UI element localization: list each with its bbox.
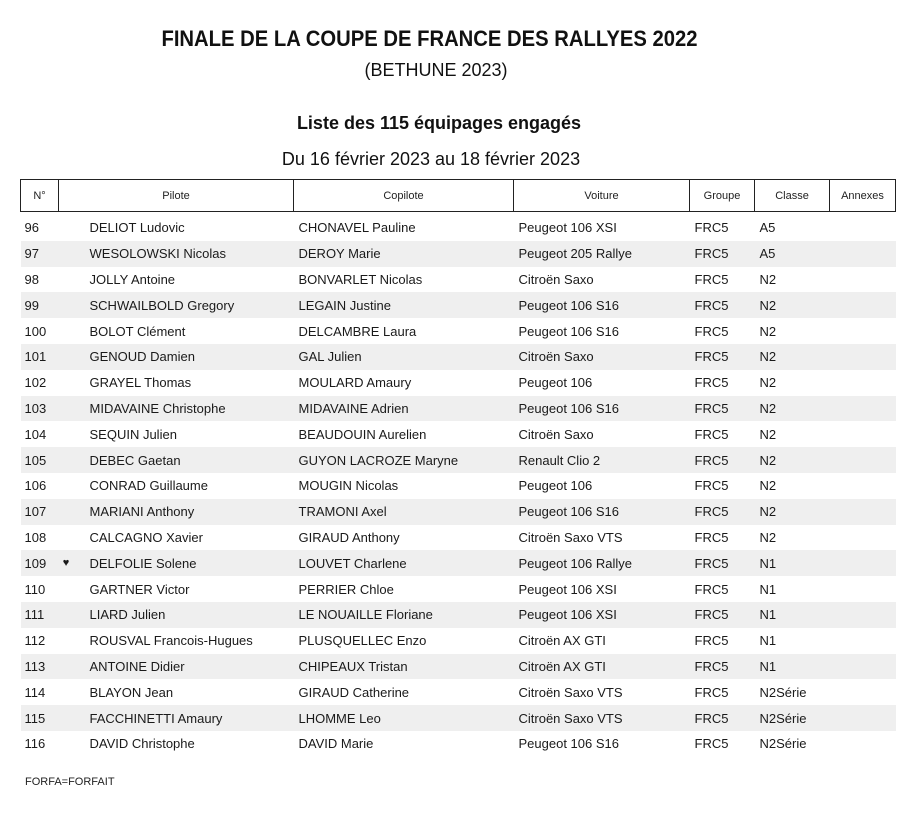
table-row <box>21 447 896 473</box>
cell-voiture: Citroën Saxo <box>518 426 594 442</box>
cell-num: 102 <box>24 375 47 391</box>
cell-annexes <box>830 731 896 757</box>
cell-groupe: FRC5 <box>690 241 755 267</box>
heart-icon <box>59 731 74 757</box>
cell-pilote: GARTNER Victor <box>89 581 190 597</box>
cell-annexes <box>830 576 896 602</box>
cell-voiture: Citroën Saxo <box>518 271 594 287</box>
cell-copilote: CHONAVEL Pauline <box>298 220 416 236</box>
table-row <box>21 654 896 680</box>
cell-copilote: PERRIER Chloe <box>298 581 394 597</box>
cell-copilote: DAVID Marie <box>298 736 374 752</box>
cell-num: 107 <box>21 499 59 525</box>
cell-num: 111 <box>21 602 59 628</box>
cell-classe: N2 <box>755 396 830 422</box>
cell-pilote: LIARD Julien <box>74 602 294 628</box>
cell-copilote: PLUSQUELLEC Enzo <box>298 633 427 649</box>
heart-icon <box>59 267 74 293</box>
footer-note: FORFA=FORFAIT <box>25 776 115 788</box>
cell-voiture: Peugeot 106 XSI <box>518 220 617 236</box>
cell-copilote: BONVARLET Nicolas <box>298 271 423 287</box>
table-row <box>21 705 896 731</box>
cell-pilote: DEBEC Gaetan <box>74 447 294 473</box>
heart-icon <box>59 628 74 654</box>
cell-annexes <box>830 705 896 731</box>
cell-copilote: GIRAUD Catherine <box>298 684 410 700</box>
cell-copilote: GUYON LACROZE Maryne <box>294 447 514 473</box>
cell-groupe: FRC5 <box>690 499 755 525</box>
cell-pilote: MIDAVAINE Christophe <box>74 396 294 422</box>
cell-voiture: Peugeot 106 Rallye <box>514 550 690 576</box>
cell-classe: N2Série <box>755 705 830 731</box>
cell-groupe: FRC5 <box>690 550 755 576</box>
cell-pilote: MARIANI Anthony <box>74 499 294 525</box>
cell-annexes <box>830 396 896 422</box>
cell-annexes <box>830 344 896 370</box>
header-pilote: Pilote <box>59 180 294 212</box>
entries-table <box>20 179 896 757</box>
cell-copilote: BEAUDOUIN Aurelien <box>298 426 427 442</box>
cell-voiture: Peugeot 106 S16 <box>518 736 619 752</box>
heart-icon <box>59 344 74 370</box>
cell-copilote: DEROY Marie <box>294 241 514 267</box>
header-voiture: Voiture <box>514 180 690 212</box>
heart-icon <box>59 292 74 318</box>
cell-groupe: FRC5 <box>690 654 755 680</box>
cell-pilote: JOLLY Antoine <box>89 271 176 287</box>
cell-classe: N2Série <box>759 736 807 752</box>
cell-copilote: MOULARD Amaury <box>298 375 412 391</box>
table-row <box>21 344 896 370</box>
cell-classe: N2 <box>759 426 777 442</box>
heart-icon <box>59 370 74 396</box>
table-row <box>21 576 896 602</box>
cell-groupe: FRC5 <box>694 220 729 236</box>
cell-annexes <box>830 292 896 318</box>
cell-groupe: FRC5 <box>690 344 755 370</box>
table-row <box>21 267 896 293</box>
cell-pilote: CALCAGNO Xavier <box>89 529 203 545</box>
cell-annexes <box>830 654 896 680</box>
cell-classe: N1 <box>759 633 777 649</box>
cell-copilote: LOUVET Charlene <box>294 550 514 576</box>
cell-voiture: Peugeot 106 XSI <box>518 581 617 597</box>
cell-classe: N1 <box>755 654 830 680</box>
cell-voiture: Citroën AX GTI <box>518 633 606 649</box>
table-body <box>21 212 896 757</box>
cell-voiture: Peugeot 106 <box>518 375 593 391</box>
cell-num: 114 <box>24 684 46 700</box>
cell-voiture: Peugeot 106 S16 <box>518 323 619 339</box>
cell-pilote: SEQUIN Julien <box>89 426 177 442</box>
cell-groupe: FRC5 <box>694 323 729 339</box>
table-row <box>21 318 896 344</box>
cell-pilote: FACCHINETTI Amaury <box>74 705 294 731</box>
cell-num: 100 <box>24 323 47 339</box>
cell-voiture: Citroën Saxo <box>514 344 690 370</box>
cell-copilote: GIRAUD Anthony <box>298 529 400 545</box>
cell-annexes <box>830 499 896 525</box>
cell-annexes <box>830 212 896 241</box>
entries-table-container <box>20 179 895 757</box>
cell-pilote: GENOUD Damien <box>74 344 294 370</box>
cell-num: 105 <box>21 447 59 473</box>
cell-groupe: FRC5 <box>694 271 729 287</box>
cell-groupe: FRC5 <box>690 396 755 422</box>
header-num: N° <box>21 180 59 212</box>
cell-pilote: GRAYEL Thomas <box>89 375 192 391</box>
cell-classe: N1 <box>755 602 830 628</box>
cell-num: 104 <box>24 426 47 442</box>
heart-icon <box>59 602 74 628</box>
cell-num: 96 <box>24 220 39 236</box>
cell-groupe: FRC5 <box>694 633 729 649</box>
cell-num: 103 <box>21 396 59 422</box>
cell-num: 97 <box>21 241 59 267</box>
heart-icon <box>59 499 74 525</box>
cell-pilote: CONRAD Guillaume <box>89 478 208 494</box>
cell-voiture: Citroën AX GTI <box>514 654 690 680</box>
cell-num: 98 <box>24 271 39 287</box>
cell-copilote: LEGAIN Justine <box>294 292 514 318</box>
cell-groupe: FRC5 <box>690 705 755 731</box>
table-row <box>21 731 896 757</box>
cell-voiture: Peugeot 106 S16 <box>514 396 690 422</box>
table-row <box>21 241 896 267</box>
header-classe: Classe <box>755 180 830 212</box>
header-annexes: Annexes <box>830 180 896 212</box>
cell-groupe: FRC5 <box>690 292 755 318</box>
table-row <box>21 525 896 551</box>
cell-voiture: Citroën Saxo VTS <box>514 705 690 731</box>
cell-num: 101 <box>21 344 59 370</box>
table-row <box>21 396 896 422</box>
table-row <box>21 370 896 396</box>
cell-groupe: FRC5 <box>694 426 729 442</box>
cell-pilote: ROUSVAL Francois-Hugues <box>89 633 253 649</box>
cell-classe: N2 <box>755 344 830 370</box>
heart-icon <box>59 447 74 473</box>
cell-num: 113 <box>21 654 59 680</box>
heart-icon <box>59 525 74 551</box>
heart-icon <box>59 654 74 680</box>
cell-classe: N2Série <box>759 684 807 700</box>
cell-annexes <box>830 267 896 293</box>
cell-annexes <box>830 550 896 576</box>
cell-voiture: Citroën Saxo VTS <box>518 684 623 700</box>
cell-num: 110 <box>24 581 46 597</box>
cell-classe: N2 <box>759 271 777 287</box>
table-row <box>21 499 896 525</box>
table-row <box>21 602 896 628</box>
heart-icon <box>59 421 74 447</box>
cell-pilote: ANTOINE Didier <box>74 654 294 680</box>
cell-classe: N2 <box>755 499 830 525</box>
heart-icon: ♥ <box>59 550 74 576</box>
cell-classe: N1 <box>755 550 830 576</box>
cell-num: 99 <box>21 292 59 318</box>
cell-annexes <box>830 370 896 396</box>
table-row <box>21 421 896 447</box>
document-title: FINALE DE LA COUPE DE FRANCE DES RALLYES 2022 <box>161 26 698 51</box>
cell-voiture: Renault Clio 2 <box>514 447 690 473</box>
cell-classe: N2 <box>759 375 777 391</box>
document-subtitle: (BETHUNE 2023) <box>364 60 508 80</box>
cell-copilote: TRAMONI Axel <box>294 499 514 525</box>
table-row <box>21 679 896 705</box>
cell-annexes <box>830 318 896 344</box>
cell-voiture: Peugeot 106 <box>518 478 593 494</box>
heart-icon <box>59 473 74 499</box>
cell-groupe: FRC5 <box>694 581 729 597</box>
list-title: Liste des 115 équipages engagés <box>296 113 582 133</box>
cell-voiture: Peugeot 106 XSI <box>514 602 690 628</box>
header-copilote: Copilote <box>294 180 514 212</box>
header-groupe: Groupe <box>690 180 755 212</box>
cell-voiture: Peugeot 106 S16 <box>514 292 690 318</box>
cell-pilote: BLAYON Jean <box>89 684 174 700</box>
cell-classe: N1 <box>759 581 777 597</box>
cell-pilote: DELFOLIE Solene <box>74 550 294 576</box>
cell-copilote: LHOMME Leo <box>294 705 514 731</box>
cell-annexes <box>830 421 896 447</box>
cell-pilote: BOLOT Clément <box>89 323 186 339</box>
cell-annexes <box>830 525 896 551</box>
cell-classe: N2 <box>759 529 777 545</box>
cell-copilote: MOUGIN Nicolas <box>298 478 399 494</box>
cell-groupe: FRC5 <box>694 478 729 494</box>
cell-groupe: FRC5 <box>694 375 729 391</box>
cell-num: 112 <box>24 633 46 649</box>
cell-voiture: Peugeot 106 S16 <box>514 499 690 525</box>
cell-groupe: FRC5 <box>690 447 755 473</box>
cell-copilote: MIDAVAINE Adrien <box>294 396 514 422</box>
heart-icon <box>59 212 74 241</box>
heart-icon <box>59 576 74 602</box>
table-row <box>21 473 896 499</box>
cell-pilote: SCHWAILBOLD Gregory <box>74 292 294 318</box>
cell-groupe: FRC5 <box>694 684 729 700</box>
table-header-row <box>21 180 896 212</box>
cell-groupe: FRC5 <box>694 736 729 752</box>
table-row <box>21 212 896 241</box>
cell-classe: N2 <box>755 447 830 473</box>
cell-annexes <box>830 602 896 628</box>
cell-copilote: LE NOUAILLE Floriane <box>294 602 514 628</box>
cell-classe: N2 <box>755 292 830 318</box>
cell-annexes <box>830 628 896 654</box>
cell-num: 116 <box>24 736 46 752</box>
cell-voiture: Citroën Saxo VTS <box>518 529 623 545</box>
cell-classe: N2 <box>759 478 777 494</box>
table-row <box>21 292 896 318</box>
cell-pilote: DELIOT Ludovic <box>89 220 185 236</box>
cell-groupe: FRC5 <box>690 602 755 628</box>
cell-voiture: Peugeot 205 Rallye <box>514 241 690 267</box>
cell-pilote: WESOLOWSKI Nicolas <box>74 241 294 267</box>
cell-annexes <box>830 447 896 473</box>
heart-icon <box>59 705 74 731</box>
cell-copilote: GAL Julien <box>294 344 514 370</box>
cell-copilote: CHIPEAUX Tristan <box>294 654 514 680</box>
date-range: Du 16 février 2023 au 18 février 2023 <box>281 149 581 169</box>
heart-icon <box>59 241 74 267</box>
cell-num: 109 <box>21 550 59 576</box>
table-row <box>21 550 896 576</box>
cell-num: 106 <box>24 478 47 494</box>
cell-num: 108 <box>24 529 47 545</box>
cell-annexes <box>830 473 896 499</box>
cell-classe: A5 <box>755 241 830 267</box>
heart-icon <box>59 396 74 422</box>
cell-annexes <box>830 241 896 267</box>
cell-num: 115 <box>21 705 59 731</box>
cell-classe: A5 <box>759 220 776 236</box>
table-row <box>21 628 896 654</box>
heart-icon <box>59 679 74 705</box>
cell-classe: N2 <box>759 323 777 339</box>
cell-copilote: DELCAMBRE Laura <box>298 323 417 339</box>
cell-annexes <box>830 679 896 705</box>
cell-pilote: DAVID Christophe <box>89 736 195 752</box>
cell-groupe: FRC5 <box>694 529 729 545</box>
heart-icon <box>59 318 74 344</box>
